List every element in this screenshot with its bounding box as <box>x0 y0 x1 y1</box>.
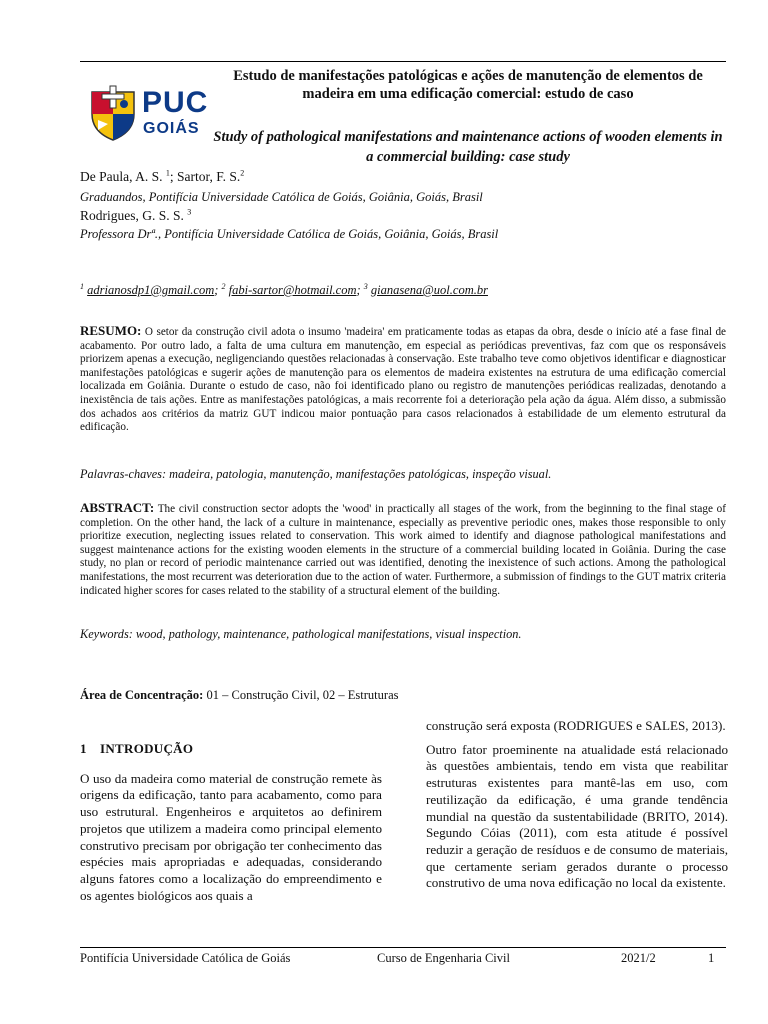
intro-paragraph-1-continued: construção será exposta (RODRIGUES e SALES, 2013). <box>426 718 726 733</box>
section-heading-introducao <box>80 741 382 758</box>
bottom-rule <box>80 947 726 948</box>
top-rule <box>80 61 726 62</box>
email-sep-1: ; <box>214 283 219 297</box>
email-list <box>80 283 488 298</box>
resumo-section <box>80 324 726 435</box>
abstract-label: ABSTRACT: <box>80 500 155 515</box>
intro-paragraph-2: Outro fator proeminente na atualidade está relacionado às questões ambientais, tendo em vista que reabilitar estruturas existentes para mantê-las em uso, com reutilização da edificação, é uma grande tendência mundial na questão da sustentabilidade (BRITO, 2014). Segundo Cóias (2011), com esta atitude é possível reduzir a geração de resíduos e de consumo de materiais, que certamente seriam gerados durante o processo construtivo de uma nova edificação no local da existente. <box>426 741 728 891</box>
author-name-1: De Paula, A. S. <box>80 169 166 184</box>
area-concentracao <box>80 688 398 703</box>
author-name-2: ; Sartor, F. S. <box>169 169 241 184</box>
author-sup-2: 2 <box>240 168 245 178</box>
authors-line-2 <box>80 207 191 224</box>
keywords: Keywords: wood, pathology, maintenance, pathological manifestations, visual inspection. <box>80 627 522 641</box>
author-sup-1: 1 <box>165 168 170 178</box>
email-sep-2: ; <box>356 283 361 297</box>
university-crest-icon <box>86 84 140 142</box>
footer-course: Curso de Engenharia Civil <box>377 951 510 965</box>
email-sup-2: 2 <box>221 281 226 291</box>
title-english: Study of pathological manifestations and maintenance actions of wooden elements in a commercial building: case study <box>213 129 723 165</box>
resumo-text: O setor da construção civil adota o insumo 'madeira' em praticamente todas as etapas da obra, desde o início até a fase final de acabamento. Por outro lado, a falta de uma cultura em manutenção, em especial as periódicas preventivas, faz com que os responsáveis priorizem apenas a execução, negligenciando questões relacionadas à conservação. Este trabalho teve como objetivos identificar e diagnosticar manifestações patológicas e sugerir ações de manutenção para os elementos de madeira existentes na estrutura de uma edificação comercial localizada em Goiânia. Durante o estudo de caso, não foi identificado plano ou registro de manutenções periódicas realizadas, denotando a inexistência de tais ações. Entre as manifestações patológicas, a mais recorrente foi a deterioração pela ação da água. Além disso, a submissão dos achados aos critérios da matriz GUT indicou maior pontuação para casos relacionados à estabilidade de um elemento estrutural da edificação. <box>80 326 726 434</box>
logo-brand: PUC <box>142 86 209 119</box>
left-column <box>80 741 382 911</box>
logo-subtitle: GOIÁS <box>143 120 200 137</box>
footer-period: 2021/2 <box>621 951 656 965</box>
section-number: 1 <box>80 741 87 756</box>
abstract-text: The civil construction sector adopts the 'wood' in practically all stages of the work, from the beginning to the final stage of completion. On the other hand, the lack of a culture in maintenance, especially as preventive periodic ones, makes those responsible to only prioritize execution, neglecting issues related to conservation. This work aimed to identify and diagnose pathological manifestations and suggest maintenance actions for the existing wooden elements in the structure of a commercial building located in Goiânia. During the case study, no plan or record of periodic maintenance carried out was identified, denoting the inexistence of such actions. Among the pathological manifestations, the most recurrent was deterioration due to the action of water. Furthermore, a submission of findings to the GUT matrix criteria indicated higher scores for cases related to the stability of a structural element of the building. <box>80 503 726 597</box>
intro-paragraph-1: O uso da madeira como material de construção remete às origens da edificação, tanto para acabamento, como para uso estrutural. Engenheiros e arquitetos ao definirem projetos que utilizem a madeira como principal elemento construtivo precisam por obrigação ter conhecimento das espécies mais apropriadas e adequadas, considerando alguns fatores como a localização do empreendimento e os agentes biológicos aos quais a <box>80 770 382 903</box>
right-column <box>426 718 728 899</box>
email-link-2[interactable]: fabi-sartor@hotmail.com <box>228 283 357 297</box>
resumo-label: RESUMO: <box>80 323 142 338</box>
area-label: Área de Concentração: <box>80 688 204 702</box>
footer-institution: Pontifícia Universidade Católica de Goiás <box>80 951 291 965</box>
authors-line-1 <box>80 168 244 185</box>
affiliation-1: Graduandos, Pontifícia Universidade Católica de Goiás, Goiânia, Goiás, Brasil <box>80 190 483 204</box>
abstract-section <box>80 501 726 598</box>
email-sup-3: 3 <box>363 281 368 291</box>
puc-goias-logo <box>86 84 209 142</box>
affiliation-2: Professora Drª., Pontifícia Universidade Católica de Goiás, Goiânia, Goiás, Brasil <box>80 227 499 241</box>
area-value: 01 – Construção Civil, 02 – Estruturas <box>203 688 399 702</box>
title-portuguese: Estudo de manifestações patológicas e ações de manutenção de elementos de madeira em uma edificação comercial: estudo de caso <box>233 68 703 102</box>
footer-page-number: 1 <box>708 951 715 965</box>
email-link-3[interactable]: gianasena@uol.com.br <box>370 283 488 297</box>
author-sup-3: 3 <box>187 207 192 217</box>
palavras-chave: Palavras-chaves: madeira, patologia, manutenção, manifestações patológicas, inspeção visual. <box>80 467 552 481</box>
email-link-1[interactable]: adrianosdp1@gmail.com <box>87 283 215 297</box>
email-sup-1: 1 <box>80 281 84 291</box>
author-name-3: Rodrigues, G. S. S. <box>80 208 188 223</box>
section-title: INTRODUÇÃO <box>100 741 194 756</box>
